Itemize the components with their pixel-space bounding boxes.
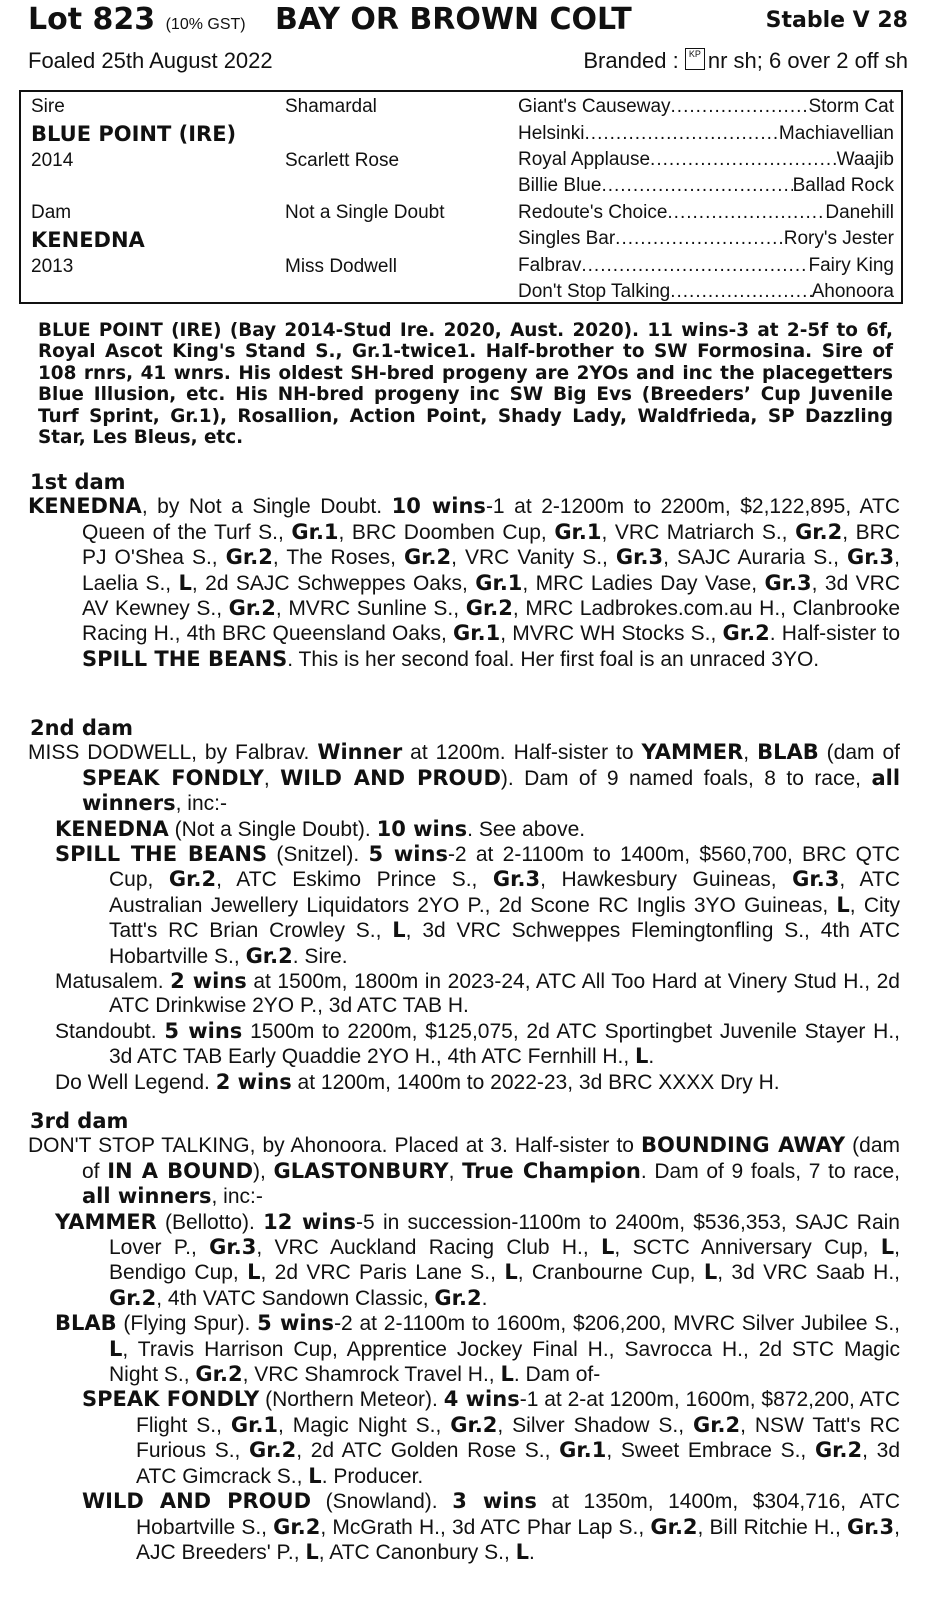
bold-run: KENEDNA bbox=[28, 494, 142, 519]
dam-summary: MISS DODWELL, by Falbrav. Winner at 1200m. Half-sister to YAMMER, BLAB (dam of SPEAK FONDLY, WILD AND PROUD). Dam of 9 named foals, 8 to race, all winners, inc:- bbox=[28, 740, 901, 816]
bold-run: Gr.2 bbox=[814, 1438, 863, 1463]
grandparent-row: Billie Blue ..... Ballad Rock bbox=[518, 175, 894, 197]
bold-run: 5 wins bbox=[164, 1018, 243, 1043]
grandparent-row: Giant's Causeway ..... Storm Cat bbox=[518, 96, 894, 118]
bold-run: SPILL THE BEANS bbox=[55, 842, 268, 867]
progeny-entry: SPILL THE BEANS (Snitzel). 5 wins-2 at 2-1100m to 1400m, $560,700, BRC QTC Cup, Gr.2, ATC Eskimo Prince S., Gr.3, Hawkesbury Guineas, Gr.3, ATC Australian Jewellery Liquidators 2YO P., 2d Scone RC Inglis 3YO Guineas, L, City Tatt's RC Brian Crowley S., L, 3d VRC Schweppes Flemingtonfling S., 4th ATC Hobartville S., Gr.2. Sire. bbox=[55, 842, 900, 968]
grandparent-row: Helsinki ..... Machiavellian bbox=[518, 123, 894, 145]
stable-label: Stable V 28 bbox=[765, 8, 908, 33]
dam-label: Dam bbox=[31, 202, 72, 223]
bold-run: Gr.1 bbox=[291, 519, 339, 544]
bold-run: L bbox=[178, 570, 192, 595]
bold-run: L bbox=[836, 892, 850, 917]
bold-run: Gr.3 bbox=[209, 1235, 257, 1260]
sire-year: 2014 bbox=[31, 150, 74, 171]
dam-year: 2013 bbox=[31, 256, 74, 277]
bold-run: L bbox=[109, 1336, 123, 1361]
bold-run: all winners bbox=[82, 765, 901, 816]
bold-run: Gr.2 bbox=[245, 943, 293, 968]
bold-run: WILD AND PROUD bbox=[82, 1489, 312, 1514]
progeny-entry: SPEAK FONDLY (Northern Meteor). 4 wins-1 at 2-at 1200m, 1600m, $872,200, ATC Flight S., Gr.1, Magic Night S., Gr.2, Silver Shadow S., Gr.2, NSW Tatt's RC Furious S., Gr.2, 2d ATC Golden Rose S., Gr.1, Sweet Embrace S., Gr.2, 3d ATC Gimcrack S., L. Producer. bbox=[82, 1387, 901, 1488]
bold-run: Gr.3 bbox=[492, 867, 541, 892]
bold-run: SPILL THE BEANS bbox=[82, 646, 288, 671]
bold-run: 3 wins bbox=[452, 1489, 537, 1514]
bold-run: Gr.2 bbox=[795, 519, 843, 544]
bold-run: all winners bbox=[82, 1184, 212, 1209]
bold-run: Gr.1 bbox=[554, 519, 602, 544]
branded-info: Branded : KP nr sh; 6 over 2 off sh bbox=[583, 48, 908, 73]
grandparent-row: Falbrav ..... Fairy King bbox=[518, 255, 894, 277]
grandparent-row: Don't Stop Talking ..... Ahonoora bbox=[518, 281, 894, 303]
bold-run: Gr.1 bbox=[230, 1412, 279, 1437]
dam-summary: DON'T STOP TALKING, by Ahonoora. Placed at 3. Half-sister to BOUNDING AWAY (dam of IN A BOUND), GLASTONBURY, True Champion. Dam of 9 foals, 7 to race, all winners, inc:- bbox=[28, 1133, 900, 1209]
bold-run: GLASTONBURY bbox=[273, 1158, 449, 1183]
second-dam-heading: 2nd dam bbox=[30, 716, 133, 740]
bold-run: 2 wins bbox=[170, 969, 247, 994]
sire-sire: Shamardal bbox=[285, 96, 377, 117]
bold-run: Gr.1 bbox=[475, 570, 523, 595]
bold-run: L bbox=[515, 1539, 530, 1564]
bold-run: L bbox=[247, 1260, 261, 1285]
progeny-entry: Matusalem. 2 wins at 1500m, 1800m in 2023-24, ATC All Too Hard at Vinery Stud H., 2d ATC Drinkwise 2YO P., 3d ATC TAB H. bbox=[55, 969, 900, 1018]
bold-run: IN A BOUND bbox=[107, 1158, 254, 1183]
bold-run: L bbox=[601, 1235, 615, 1260]
third-dam-paragraphs bbox=[28, 1133, 900, 1565]
progeny-entry: Do Well Legend. 2 wins at 1200m, 1400m to 2022-23, 3d BRC XXXX Dry H. bbox=[55, 1069, 780, 1094]
first-dam-section bbox=[28, 470, 900, 672]
sire-label: Sire bbox=[31, 96, 65, 117]
bold-run: SPEAK FONDLY bbox=[82, 765, 264, 790]
progeny-entry: BLAB (Flying Spur). 5 wins-2 at 2-1100m to 1600m, $206,200, MVRC Silver Jubilee S., L, Travis Harrison Cup, Apprentice Jockey Final H., Savrocca H., 2d STC Magic Night S., Gr.2, VRC Shamrock Travel H., L. Dam of- bbox=[55, 1311, 900, 1387]
progeny-entry: KENEDNA (Not a Single Doubt). 10 wins. See above. bbox=[55, 816, 586, 841]
bold-run: 5 wins bbox=[368, 842, 448, 867]
bold-run: Gr.3 bbox=[846, 545, 895, 570]
bold-run: L bbox=[634, 1044, 649, 1069]
gst-note: (10% GST) bbox=[165, 16, 246, 33]
bold-run: Winner bbox=[317, 740, 403, 765]
brand-mark-icon: KP bbox=[685, 48, 705, 70]
bold-run: Gr.2 bbox=[249, 1438, 297, 1463]
lot-number: Lot 823 (10% GST) bbox=[28, 2, 246, 37]
bold-run: BLAB bbox=[757, 740, 819, 765]
bold-run: Gr.2 bbox=[465, 596, 513, 621]
bold-run: Gr.3 bbox=[615, 545, 664, 570]
bold-run: True Champion bbox=[462, 1158, 641, 1183]
bold-run: YAMMER bbox=[55, 1209, 157, 1234]
grandparent-row: Singles Bar ..... Rory's Jester bbox=[518, 228, 894, 250]
third-dam-heading: 3rd dam bbox=[30, 1109, 129, 1133]
bold-run: L bbox=[305, 1539, 319, 1564]
dam-name: KENEDNA bbox=[31, 228, 145, 252]
bold-run: 2 wins bbox=[215, 1069, 292, 1094]
bold-run: KENEDNA bbox=[55, 816, 169, 841]
second-dam-paragraphs bbox=[28, 740, 900, 1095]
bold-run: Gr.2 bbox=[273, 1514, 321, 1539]
pedigree-table bbox=[19, 90, 903, 304]
second-dam-section bbox=[28, 716, 900, 1095]
bold-run: 12 wins bbox=[263, 1209, 357, 1234]
bold-run: L bbox=[703, 1260, 718, 1285]
bold-run: Gr.2 bbox=[228, 596, 276, 621]
bold-run: L bbox=[504, 1260, 518, 1285]
bold-run: L bbox=[308, 1463, 322, 1488]
branded-text: nr sh; 6 over 2 off sh bbox=[707, 48, 908, 73]
bold-run: Gr.2 bbox=[692, 1412, 741, 1437]
bold-run: WILD AND PROUD bbox=[280, 765, 501, 790]
bold-run: Gr.2 bbox=[403, 545, 452, 570]
bold-run: Gr.2 bbox=[168, 867, 217, 892]
bold-run: Gr.2 bbox=[195, 1362, 243, 1387]
bold-run: Gr.2 bbox=[650, 1514, 698, 1539]
bold-run: Gr.2 bbox=[109, 1285, 157, 1310]
bold-run: Gr.2 bbox=[722, 621, 770, 646]
bold-run: SPEAK FONDLY bbox=[82, 1387, 260, 1412]
dam-dam: Miss Dodwell bbox=[285, 256, 397, 277]
bold-run: YAMMER bbox=[641, 740, 744, 765]
bold-run: 5 wins bbox=[257, 1311, 335, 1336]
sire-biography: BLUE POINT (IRE) (Bay 2014-Stud Ire. 2020, Aust. 2020). 11 wins-3 at 2-5f to 6f, Royal Ascot King's Stand S., Gr.1-twice1. Half-brother to SW Formosina. Sire of 108 rnrs, 41 wnrs. His oldest SH-bred progeny are 2YOs and inc the placegetters Blue Illusion, etc. His NH-bred progeny inc SW Big Evs (Breeders’ Cup Juvenile Turf Sprint, Gr.1), Rosallion, Action Point, Shady Lady, Waldfrieda, SP Dazzling Star, Les Bleus, etc. bbox=[38, 320, 893, 449]
sire-name: BLUE POINT (IRE) bbox=[31, 122, 237, 146]
bold-run: Gr.3 bbox=[846, 1514, 895, 1539]
first-dam-text: KENEDNA, by Not a Single Doubt. 10 wins-1 at 2-1200m to 2200m, $2,122,895, ATC Queen of the Turf S., Gr.1, BRC Doomben Cup, Gr.1, VRC Matriarch S., Gr.2, BRC PJ O'Shea S., Gr.2, The Roses, Gr.2, VRC Vanity S., Gr.3, SAJC Auraria S., Gr.3, Laelia S., L, 2d SAJC Schweppes Oaks, Gr.1, MRC Ladies Day Vase, Gr.3, 3d VRC AV Kewney S., Gr.2, MVRC Sunline S., Gr.2, MRC Ladbrokes.com.au H., Clanbrooke Racing H., 4th BRC Queensland Oaks, Gr.1, MVRC WH Stocks S., Gr.2. Half-sister to SPILL THE BEANS. This is her second foal. Her first foal is an unraced 3YO. bbox=[28, 494, 900, 671]
bold-run: Gr.2 bbox=[225, 545, 273, 570]
bold-run: 10 wins bbox=[376, 816, 468, 841]
bold-run: Gr.1 bbox=[453, 621, 501, 646]
progeny-entry: WILD AND PROUD (Snowland). 3 wins at 1350m, 1400m, $304,716, ATC Hobartville S., Gr.2, McGrath H., 3d ATC Phar Lap S., Gr.2, Bill Ritchie H., Gr.3, AJC Breeders' P., L, ATC Canonbury S., L. bbox=[82, 1489, 900, 1564]
bold-run: Gr.3 bbox=[792, 867, 840, 892]
bold-run: L bbox=[500, 1362, 514, 1387]
lot-title: BAY OR BROWN COLT bbox=[275, 2, 632, 37]
bold-run: BOUNDING AWAY bbox=[641, 1133, 846, 1158]
bold-run: L bbox=[880, 1235, 895, 1260]
bold-run: L bbox=[392, 918, 406, 943]
bold-run: 4 wins bbox=[443, 1387, 520, 1412]
progeny-entry: YAMMER (Bellotto). 12 wins-5 in succession-1100m to 2400m, $536,353, SAJC Rain Lover P., Gr.3, VRC Auckland Racing Club H., L, SCTC Anniversary Cup, L, Bendigo Cup, L, 2d VRC Paris Lane S., L, Cranbourne Cup, L, 3d VRC Saab H., Gr.2, 4th VATC Sandown Classic, Gr.2. bbox=[55, 1209, 900, 1310]
catalogue-header bbox=[28, 2, 908, 38]
sire-dam: Scarlett Rose bbox=[285, 150, 400, 171]
first-dam-heading: 1st dam bbox=[30, 470, 126, 494]
bold-run: Gr.2 bbox=[434, 1285, 482, 1310]
dam-sire: Not a Single Doubt bbox=[285, 202, 445, 223]
third-dam-section bbox=[28, 1109, 900, 1565]
bold-run: Gr.1 bbox=[559, 1438, 607, 1463]
grandparent-row: Redoute's Choice ..... Danehill bbox=[518, 202, 894, 224]
grandparent-row: Royal Applause ..... Waajib bbox=[518, 149, 894, 171]
progeny-entry: Standoubt. 5 wins 1500m to 2200m, $125,075, 2d ATC Sportingbet Juvenile Stayer H., 3d ATC TAB Early Quaddie 2YO H., 4th ATC Fernhill H., L. bbox=[55, 1018, 900, 1069]
foaled-date: Foaled 25th August 2022 bbox=[28, 48, 273, 73]
bold-run: Gr.3 bbox=[764, 570, 812, 595]
bold-run: 10 wins bbox=[391, 494, 486, 519]
bold-run: Gr.2 bbox=[450, 1412, 498, 1437]
bold-run: BLAB bbox=[55, 1311, 117, 1336]
